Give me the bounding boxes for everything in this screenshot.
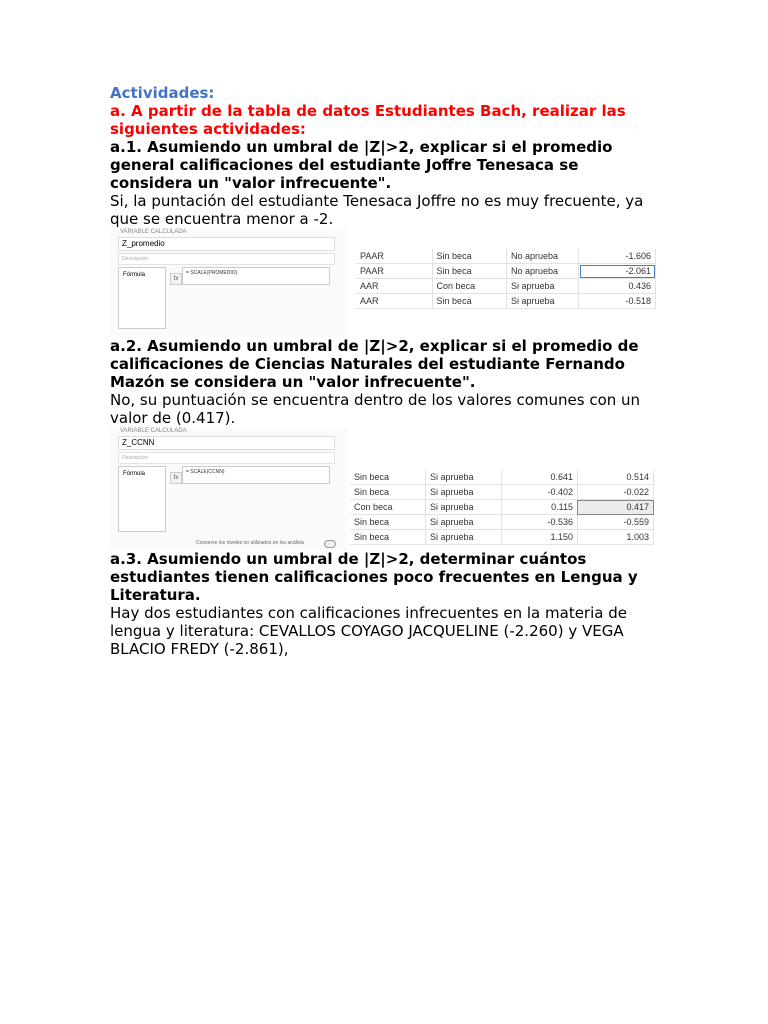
panel-caption: VARIABLE CALCULADA <box>120 428 187 434</box>
table-cell: Sin beca <box>350 530 425 545</box>
table-cell: No aprueba <box>507 264 579 279</box>
table-row <box>356 249 656 264</box>
formula-label: Fórmula <box>118 466 166 532</box>
table-cell: AAR <box>356 279 432 294</box>
table-cell: Si aprueba <box>425 485 501 500</box>
table-cell: Si aprueba <box>425 470 501 485</box>
table-cell: 0.641 <box>501 470 577 485</box>
data-table-ccnn <box>350 470 654 545</box>
description-field: Descripción <box>118 452 335 464</box>
table-cell: 1.150 <box>501 530 577 545</box>
table-cell: 1.003 <box>577 530 653 545</box>
table-cell: -0.536 <box>501 515 577 530</box>
table-cell: -1.606 <box>579 249 656 264</box>
formula-expression: = SCALE(PROMEDIO) <box>182 267 330 285</box>
section-a-heading: a. A partir de la tabla de datos Estudiantes Bach, realizar las siguientes actividades: <box>110 102 626 138</box>
table-cell: Si aprueba <box>507 294 579 309</box>
table-cell: Sin beca <box>350 515 425 530</box>
document-page <box>110 84 658 658</box>
table-cell: Sin beca <box>350 485 425 500</box>
formula-label: Fórmula <box>118 267 166 329</box>
table-cell: AAR <box>356 294 432 309</box>
selected-table-cell: -2.061 <box>579 264 656 279</box>
table-cell: Sin beca <box>432 294 506 309</box>
data-table-promedio <box>356 249 656 309</box>
variable-name-field: Z_promedio <box>118 237 335 251</box>
table-cell: 0.436 <box>579 279 656 294</box>
table-cell: -0.022 <box>577 485 653 500</box>
table-row <box>350 470 654 485</box>
table-row <box>356 279 656 294</box>
table-cell: PAAR <box>356 264 432 279</box>
fx-icon: fx <box>170 273 182 285</box>
answer-a1: Si, la puntación del estudiante Tenesaca Joffre no es muy frecuente, ya que se encuentra menor a -2. <box>110 192 644 228</box>
table-cell: PAAR <box>356 249 432 264</box>
toggle-switch <box>324 540 336 548</box>
activities-heading: Actividades: <box>110 84 215 102</box>
table-row <box>350 515 654 530</box>
table-cell: 0.115 <box>501 500 577 515</box>
table-cell: -0.559 <box>577 515 653 530</box>
computed-variable-panel <box>110 428 348 550</box>
formula-expression: = SCALE(CCNN) <box>182 466 330 484</box>
table-cell: Si aprueba <box>425 500 501 515</box>
question-a2: a.2. Asumiendo un umbral de |Z|>2, explicar si el promedio de calificaciones de Ciencias Naturales del estudiante Fernando Mazón se considera un "valor infrecuente". <box>110 337 639 391</box>
table-cell: Si aprueba <box>425 515 501 530</box>
computed-variable-panel <box>110 229 348 337</box>
table-cell: Si aprueba <box>507 279 579 294</box>
fx-icon: fx <box>170 472 182 484</box>
table-cell: Con beca <box>432 279 506 294</box>
variable-name-field: Z_CCNN <box>118 436 335 450</box>
table-cell: Si aprueba <box>425 530 501 545</box>
answer-a3: Hay dos estudiantes con calificaciones infrecuentes en la materia de lengua y literatura: CEVALLOS COYAGO JACQUELINE (-2.260) y VEGA BLACIO FREDY (-2.861), <box>110 604 627 658</box>
keep-levels-label: Conserve los niveles no utilizados en los análisis <box>196 540 305 546</box>
table-row <box>356 294 656 309</box>
screenshot-z-promedio <box>110 229 658 337</box>
answer-a2: No, su puntuación se encuentra dentro de los valores comunes con un valor de (0.417). <box>110 391 641 427</box>
table-cell: Con beca <box>350 500 425 515</box>
table-row <box>350 500 654 515</box>
table-row <box>356 264 656 279</box>
table-cell: No aprueba <box>507 249 579 264</box>
table-cell: Sin beca <box>350 470 425 485</box>
table-row <box>350 530 654 545</box>
table-cell: -0.402 <box>501 485 577 500</box>
panel-caption: VARIABLE CALCULADA <box>120 229 187 235</box>
table-cell: Sin beca <box>432 264 506 279</box>
table-cell: Sin beca <box>432 249 506 264</box>
question-a1: a.1. Asumiendo un umbral de |Z|>2, explicar si el promedio general calificaciones del estudiante Joffre Tenesaca se considera un "valor infrecuente". <box>110 138 613 192</box>
table-cell: 0.514 <box>577 470 653 485</box>
description-field: Descripción <box>118 253 335 265</box>
question-a3: a.3. Asumiendo un umbral de |Z|>2, determinar cuántos estudiantes tienen calificaciones poco frecuentes en Lengua y Literatura. <box>110 550 638 604</box>
table-row <box>350 485 654 500</box>
table-cell: -0.518 <box>579 294 656 309</box>
screenshot-z-ccnn <box>110 428 658 550</box>
selected-table-cell: 0.417 <box>577 500 653 515</box>
